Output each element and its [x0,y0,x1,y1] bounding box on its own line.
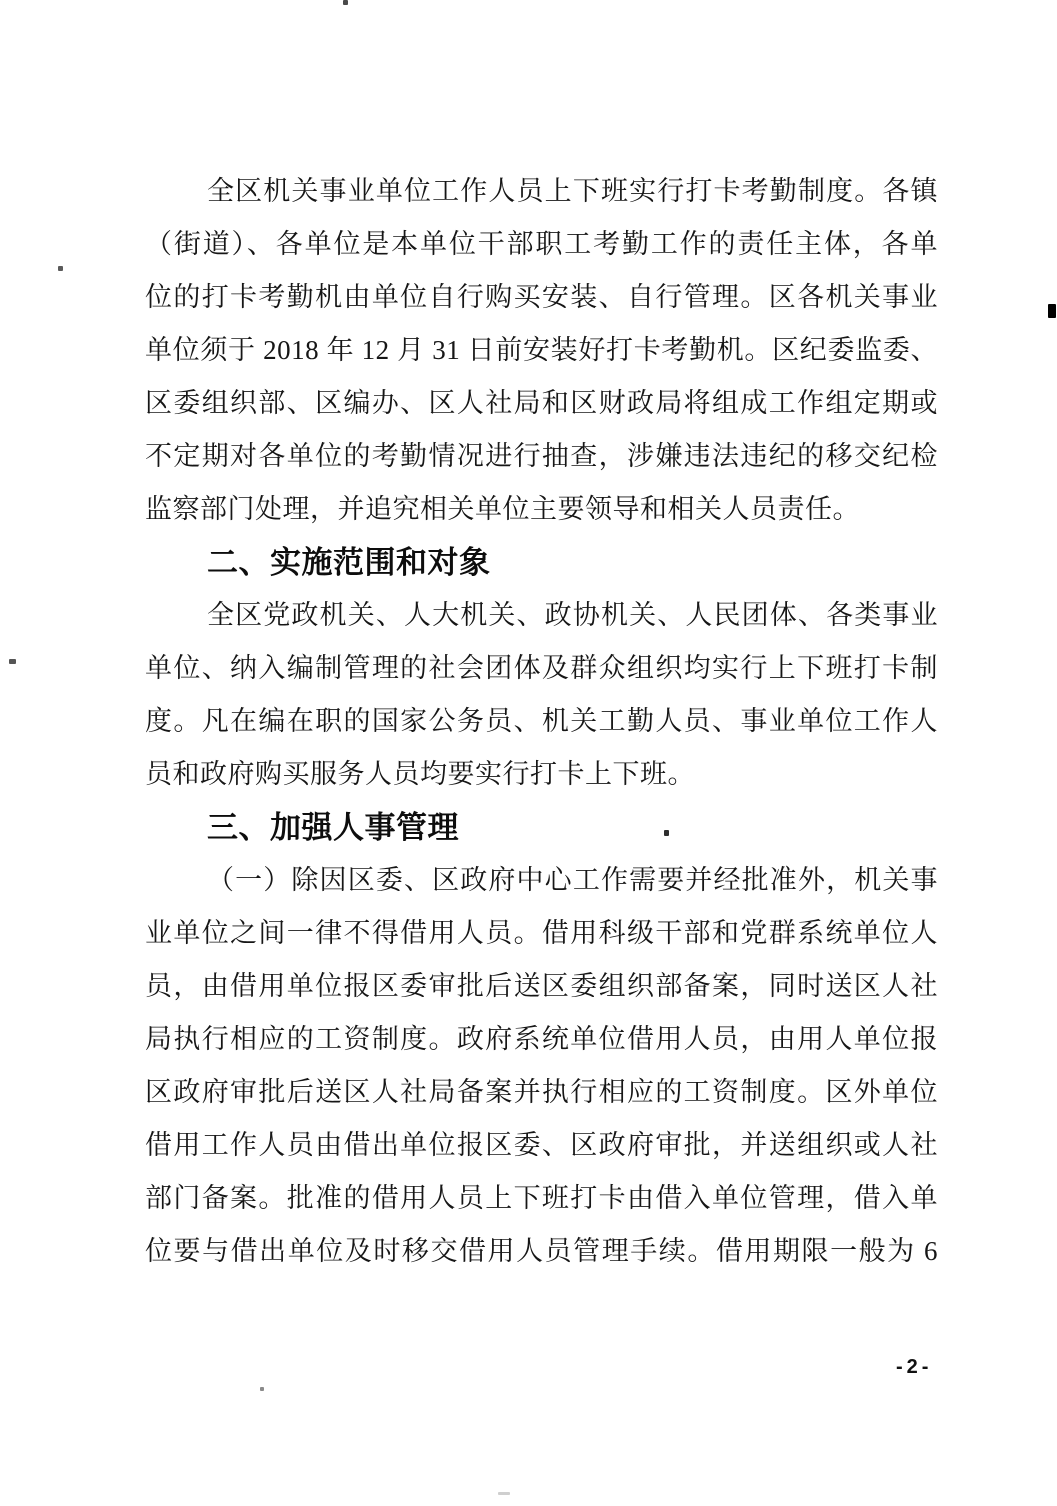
page-number: -2- [896,1356,933,1378]
text-line: 监察部门处理，并追究相关单位主要领导和相关人员责任。 [145,494,860,524]
text-line: 业单位之间一律不得借用人员。借用科级干部和党群系统单位人 [145,918,938,948]
scan-speck [58,266,63,271]
text-line: （街道）、各单位是本单位干部职工考勤工作的责任主体，各单 [145,229,938,259]
document-body [145,165,938,1278]
text-line: 区政府审批后送区人社局备案并执行相应的工资制度。区外单位 [145,1077,938,1107]
scan-mark [1048,304,1056,318]
text-line: 全区党政机关、人大机关、政协机关、人民团体、各类事业 [207,600,938,630]
text-line: 区委组织部、区编办、区人社局和区财政局将组成工作组定期或 [145,388,938,418]
text-line: 员，由借用单位报区委审批后送区委组织部备案，同时送区人社 [145,971,938,1001]
text-line: 借用工作人员由借出单位报区委、区政府审批，并送组织或人社 [145,1130,938,1160]
scan-speck [343,0,348,5]
text-line: 局执行相应的工资制度。政府系统单位借用人员，由用人单位报 [145,1024,938,1054]
scan-speck [260,1387,264,1391]
text-line: 度。凡在编在职的国家公务员、机关工勤人员、事业单位工作人 [145,706,938,736]
text-line: 部门备案。批准的借用人员上下班打卡由借入单位管理，借入单 [145,1183,938,1213]
text-line: 位的打卡考勤机由单位自行购买安装、自行管理。区各机关事业 [145,282,938,312]
text-line: 不定期对各单位的考勤情况进行抽查，涉嫌违法违纪的移交纪检 [145,441,938,471]
scan-speck [664,830,669,836]
text-line: 位要与借出单位及时移交借用人员管理手续。借用期限一般为 6 [145,1236,938,1266]
text-line: 全区机关事业单位工作人员上下班实行打卡考勤制度。各镇 [207,176,938,206]
scan-speck [498,1492,510,1495]
text-line: 单位须于 2018 年 12 月 31 日前安装好打卡考勤机。区纪委监委、 [145,335,938,365]
scan-speck [9,659,16,664]
text-line: 员和政府购买服务人员均要实行打卡上下班。 [145,759,695,789]
section-heading: 三、加强人事管理 [207,810,459,845]
text-line: 单位、纳入编制管理的社会团体及群众组织均实行上下班打卡制 [145,653,938,683]
text-line: （一）除因区委、区政府中心工作需要并经批准外，机关事 [207,865,938,895]
section-heading: 二、实施范围和对象 [207,545,491,580]
